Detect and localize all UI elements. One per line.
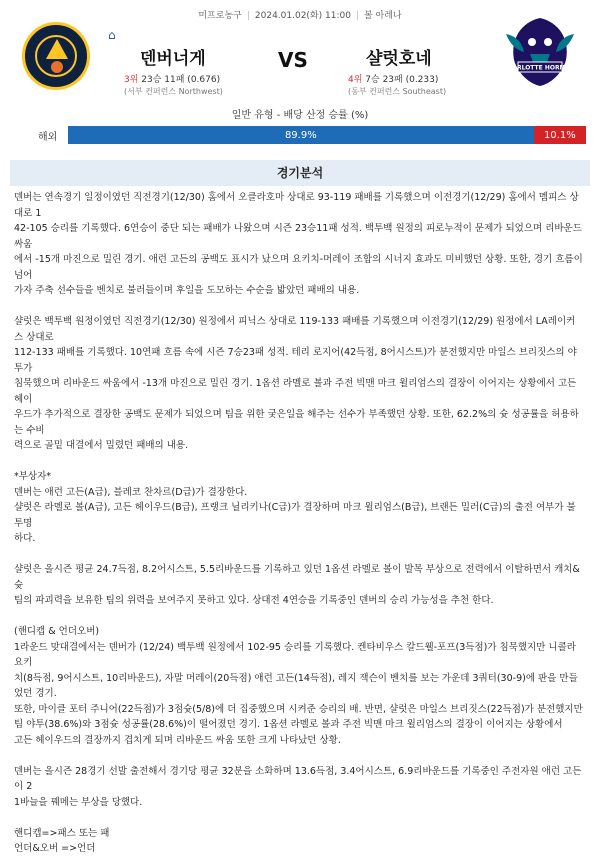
analysis-line: 고든 헤이우드의 결장까지 겹치게 되며 리바운드 싸움 또한 크게 나타났던 상황.: [14, 734, 341, 746]
analysis-line: 샬럿은 라멜로 볼(A급), 고든 헤이우드(B급), 프랭크 닐리키나(C급)가 결장하며 마크 윌리엄스(B급), 브랜든 밀러(C급)의 출전 여부가 불투명: [14, 502, 576, 529]
analysis-line: 팀 야투(38.6%)와 3점슛 성공률(28.6%)이 떨어졌던 경기. 1옵션 라멜로 볼과 주전 빅맨 마크 윌리엄스의 결장이 이어지는 상황에서: [14, 719, 563, 730]
analysis-line: [14, 810, 584, 826]
analysis-line: 에서 -15개 마진으로 밀린 경기. 애런 고든의 공백도 표시가 났으며 요키치-머레이 조합의 시너지 효과도 미비했던 상황. 또한, 경기 흐름이 넘어: [14, 254, 583, 281]
away-conference: (동부 컨퍼런스 Southeast): [348, 87, 447, 96]
venue: 볼 아레나: [363, 11, 402, 21]
hornets-logo-text: CHARLOTTE HORNETS: [502, 64, 578, 72]
house-icon: ⌂: [108, 28, 116, 42]
analysis-line: 치(8득점, 9어시스트, 10리바운드), 자말 머레이(20득점) 애런 고든(14득점), 레지 잭슨이 벤치를 보는 가운데 3쿼터(30-9)에 판을 만들었던 경기.: [14, 672, 578, 699]
analysis-line: 샬럿은 올시즌 평균 24.7득점, 8.2어시스트, 5.5리바운드를 기록하고 있던 1옵션 라멜로 볼이 발목 부상으로 전력에서 이탈하면서 캐치&슛: [14, 564, 580, 591]
analysis-line: 언더&오버 =>언더: [14, 843, 96, 854]
away-team-name: 샬럿호네: [366, 49, 432, 69]
analysis-line: [14, 748, 584, 764]
analysis-line: 침묵했으며 리바운드 싸움에서 -13개 마진으로 밀린 경기. 1옵션 라멜로 볼과 주전 빅맨 마크 윌리엄스의 결장이 이어지는 상황에서 고든 헤이: [14, 378, 577, 405]
away-probability-segment: [534, 126, 586, 144]
analysis-content: [14, 190, 584, 857]
match-header: [0, 0, 600, 100]
analysis-line: 력으로 골밑 대결에서 밀렸던 패배의 내용.: [14, 440, 189, 451]
analysis-line: 112-133 패배를 기록했다. 10연패 흐름 속에 시즌 7승23패 성적. 테리 로지어(42득점, 8어시스트)가 분전했지만 마일스 브리짓스의 야투가: [14, 347, 577, 374]
league-name: 미프로농구: [198, 11, 242, 21]
away-record: [348, 72, 438, 85]
analysis-line: 덴버는 올시즌 28경기 선발 출전해서 경기당 평균 32분을 소화하며 13.6득점, 3.4어시스트, 6.9리바운드를 기록중인 주전자원 애런 고든이 2: [14, 765, 582, 792]
analysis-line: 덴버는 애런 고든(A급), 블레코 찬차르(D급)가 결장한다.: [14, 486, 248, 498]
home-team-name: 덴버너게: [140, 49, 206, 69]
analysis-line: 1라운드 맞대결에서는 덴버가 (12/24) 백투백 원정에서 102-95 승리를 기록했다. 켄타비우스 칼드웰-포프(3득점)가 침묵했지만 니콜라 요키: [14, 641, 576, 668]
away-win-loss: 7승 23패 (0.233): [365, 75, 439, 85]
analysis-line: [14, 547, 584, 563]
analysis-title: 경기분석: [10, 160, 590, 186]
home-rank: 3위: [124, 75, 139, 85]
analysis-line: (핸디캡 & 언더오버): [14, 626, 100, 637]
odds-row: [38, 126, 586, 144]
home-win-loss: 23승 11패 (0.676): [141, 75, 221, 85]
match-meta: 미프로농구 | 2024.01.02(화) 11:00 | 볼 아레나: [198, 11, 402, 21]
analysis-line: 42-105 승리를 기록했다. 6연승이 중단 되는 패배가 나왔으며 시즌 23승11패 성적. 백투백 원정의 피로누적이 문제가 되었으며 리바운드 싸움: [14, 223, 582, 250]
home-probability-segment: [68, 126, 534, 144]
denver-nuggets-logo: [22, 22, 90, 90]
analysis-line: 팀의 파괴력을 보유한 팀의 위력을 보여주지 못하고 있다. 상대전 4연승을 기록중인 덴버의 승리 가능성을 추천 한다.: [14, 595, 494, 606]
analysis-line: *부상자*: [14, 471, 52, 482]
odds-source-label: 해외: [38, 132, 58, 143]
win-probability-bar: [68, 126, 586, 144]
odds-title: 일반 유형 - 배당 산정 승률 (%): [231, 110, 369, 121]
vs-label: VS: [278, 48, 308, 72]
analysis-line: 핸디캡=>패스 또는 패: [14, 827, 110, 839]
analysis-line: 우드가 추가적으로 결장한 공백도 문제가 되었으며 팀을 위한 궂은일을 해주는 선수가 부족했던 상황. 또한, 62.2%의 슛 성공률을 허용하는 수비: [14, 409, 579, 436]
analysis-line: 덴버는 연속경기 일정이였던 직전경기(12/30) 홈에서 오클라호마 상대로 93-119 패배를 기록했으며 이전경기(12/29) 홈에서 멤피스 상대로 1: [14, 192, 579, 219]
analysis-line: 하다.: [14, 533, 36, 544]
home-record: [124, 72, 220, 85]
analysis-line: [14, 609, 584, 625]
match-datetime: 2024.01.02(화) 11:00: [254, 11, 351, 21]
analysis-line: 가자 주축 선수들을 벤치로 불러들이며 후일을 도모하는 수순을 밟았던 패배의 내용.: [14, 285, 360, 296]
analysis-line: [14, 454, 584, 470]
analysis-line: 1바늘을 꿰메는 부상을 당했다.: [14, 796, 143, 808]
home-probability-value: 89.9%: [284, 129, 317, 141]
analysis-line: [14, 299, 584, 315]
analysis-line: 또한, 마이클 포터 주니어(22득점)가 3점슛(5/8)에 더 집중했으며 시켜준 승리의 배. 반면, 샬럿은 마일스 브리짓스(22득점)가 분전했지만: [14, 703, 583, 715]
charlotte-hornets-logo: [500, 12, 580, 90]
home-conference: (서부 컨퍼런스 Northwest): [124, 87, 223, 96]
analysis-line: 샬럿은 백투백 원정이였던 직전경기(12/30) 원정에서 피닉스 상대로 119-133 패배를 기록했으며 이전경기(12/29) 원정에서 LA레이커스 상대로: [14, 316, 576, 343]
away-probability-value: 10.1%: [543, 129, 576, 141]
away-rank: 4위: [348, 75, 363, 85]
